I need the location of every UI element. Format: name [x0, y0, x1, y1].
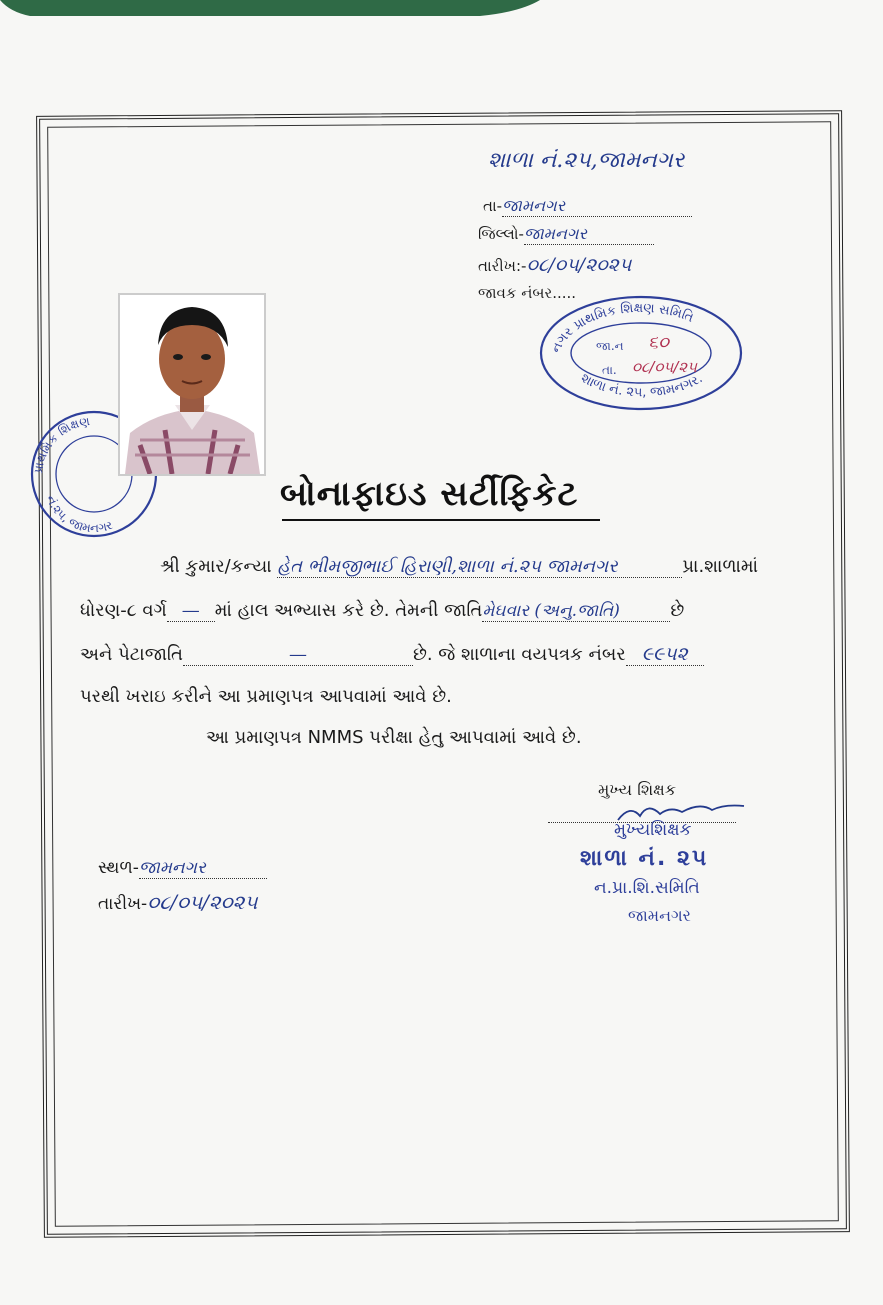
line1-suffix: પ્રા.શાળામાં [682, 556, 759, 577]
line2-suffix: છે [670, 600, 685, 621]
certificate-title: બોનાફાઇડ સર્ટીફિકેટ [280, 474, 579, 514]
student-photo [118, 293, 266, 476]
signature-stamp-line4: જામનગર [628, 906, 691, 925]
place-field: સ્થળ-જામનગર [98, 858, 267, 879]
school-round-stamp-right [536, 292, 746, 414]
stamp-left-ring-top: પ્રાથમિક શિક્ષણ [30, 414, 91, 475]
line1-prefix: શ્રી કુમાર/કન્યા [160, 556, 272, 577]
stamp-right-jn-value: ૬૦ [648, 332, 669, 353]
line3-prefix: અને પેટાજાતિ [80, 644, 183, 665]
title-underline [282, 519, 600, 521]
head-teacher-label: મુખ્ય શિક્ષક [598, 780, 677, 799]
school-name-handwritten: શાળા નં.૨૫,જામનગર [488, 148, 685, 173]
stamp-right-ta-label: તા. [602, 363, 617, 377]
taluka-field: તા-જામનગર [483, 196, 692, 217]
header-date-field: તારીખ:-૦૮/૦૫/૨૦૨૫ [478, 254, 632, 276]
stamp-left-ring-bottom: નં.૨૫, જામનગર [43, 493, 115, 536]
signature-stamp-line2: શાળા નં. ૨૫ [580, 846, 709, 871]
svg-text:નં.૨૫, જામનગર [43, 493, 114, 535]
outward-number-label: જાવક નંબર..... [478, 284, 577, 302]
district-field: જિલ્લો-જામનગર [478, 224, 654, 245]
class-value: — [167, 600, 215, 622]
stamp-right-ring-top: નગર પ્રાથમિક શિક્ષણ સમિતિ [548, 300, 696, 356]
student-name-value: હેત ભીમજીભાઈ હિરાણી,શાળા નં.૨૫ જામનગર [277, 556, 682, 578]
subcaste-value: — [183, 644, 413, 666]
stamp-right-ring-bottom: શાળા નં. ૨૫, જામનગર. [578, 370, 706, 401]
line2-prefix: ધોરણ-૮ વર્ગ [80, 600, 167, 621]
signature-stamp-line1: મુખ્યશિક્ષક [614, 820, 692, 840]
line2-mid: માં હાલ અભ્યાસ કરે છે. તેમની જાતિ [214, 600, 483, 621]
line3-mid: છે. જે શાળાના વયપત્રક નંબર [412, 644, 626, 665]
body-line-3 [80, 643, 704, 666]
stamp-right-jn-label: જા.ન [596, 339, 624, 353]
register-number-value: ૯૯૫૨ [626, 643, 704, 666]
taluka-value: જામનગર [502, 196, 692, 217]
district-value: જામનગર [524, 224, 654, 245]
signature-stamp-line3: ન.પ્રા.શિ.સમિતિ [594, 878, 700, 898]
stamp-right-ta-value: ૦૮/૦૫/૨૫ [632, 358, 697, 376]
place-value: જામનગર [139, 858, 267, 879]
footer-date-field: તારીખ-૦૮/૦૫/૨૦૨૫ [98, 890, 258, 914]
caste-value: મેઘવાર (અનુ.જાતિ) [482, 601, 670, 622]
top-edge-strip [0, 0, 883, 22]
header-date-value: ૦૮/૦૫/૨૦૨૫ [526, 254, 632, 276]
footer-date-value: ૦૮/૦૫/૨૦૨૫ [147, 890, 258, 914]
body-line-5: આ પ્રમાણપત્ર NMMS પરીક્ષા હેતુ આપવામાં આવે છે. [206, 727, 582, 748]
body-line-2 [80, 600, 684, 622]
body-line-1 [160, 556, 758, 578]
certificate-border [36, 110, 850, 1238]
body-line-4: પરથી ખરાઇ કરીને આ પ્રમાણપત્ર આપવામાં આવે છે. [80, 686, 452, 707]
